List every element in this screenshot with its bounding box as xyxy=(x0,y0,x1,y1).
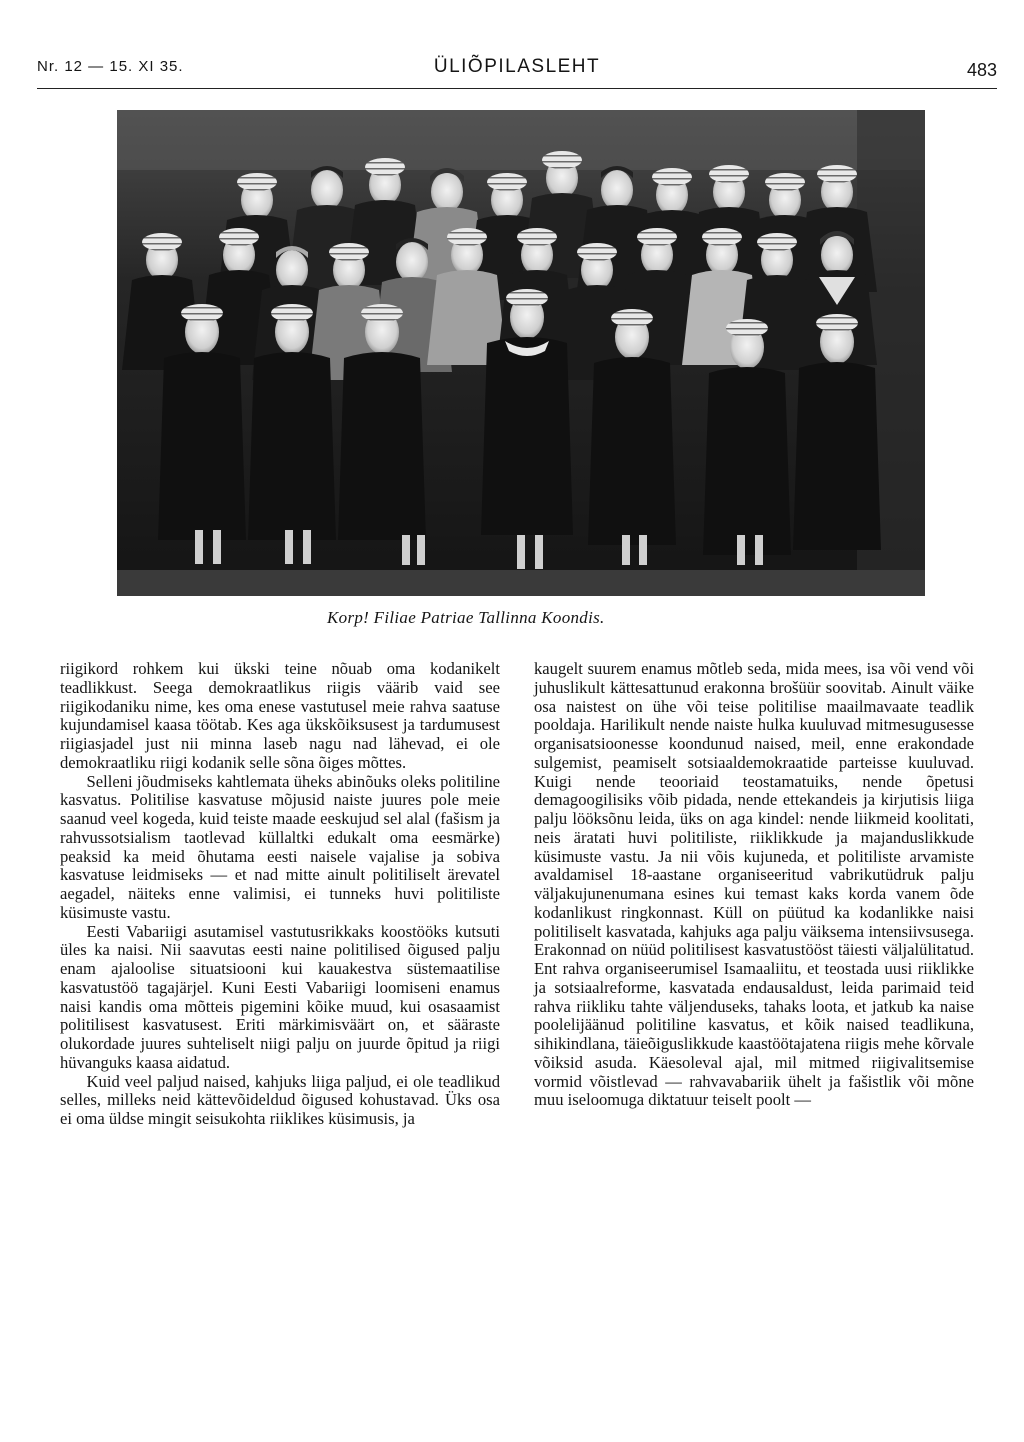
article-left-column xyxy=(60,660,500,1129)
paragraph: Kuid veel paljud naised, kahjuks liiga paljud, ei ole teadlikud selles, milleks neid kättevõideldud õigused kohustavad. Üks osa ei oma üldse mingit seisukohta riiklikes küsimusis, ja xyxy=(60,1071,500,1128)
issue-info: Nr. 12 — 15. XI 35. xyxy=(37,58,184,75)
group-photo xyxy=(117,110,925,596)
running-header xyxy=(37,52,997,92)
header-rule xyxy=(37,88,997,89)
paragraph: kaugelt suurem enamus mõtleb seda, mida mees, isa või vend või juhuslikult kättesattunud erakonna brošüür soovitab. Ainult väike osa naistest on ühe või teise politilise maailmavaate teadlik pooldaja. Harilikult nende naiste hulka kuuluvad mitmesugusesse organisatsioonesse koondunud naised, meil, enne erakondade sulgemist, peamiselt sotsiaaldemokraatide parteisse kuuluvad. Kuigi nende teooriaid teostamatuiks, nende õpetusi demagoogilisiks võib pidada, nende ettekandeis ja kirjutisis liiga palju lööksõnu leida, üks on aga kindel: nende liikmeid koolitati, neis äratati huvi politiliste, riiklikkude ja majanduslikkude küsimuste vastu. Ja nii võis kujuneda, et politiliste arvamiste avaldamisel 18-aastane organiseeritud vabrikutüdruk palju väljakujunenumana esines kui temast kaks korda vanem õde kodanlikust ringkonnast. Küll on püütud ka kodanlikke naisi politiliselt kasvatada, kahjuks aga palju väiksema intensiivsusega. Erakonnad on nüüd politilisest kasvatustööst täiesti väljalülitatud. Ent rahva organiseerumisel Isamaaliitu, et teostada uusi riiklikke ja sotsiaalreforme, kasvatada endausaldust, leida parimaid teid rahva riikliku tahte väljenduseks, tahaks loota, et jatkub ka naise poolelijäänud politiline kasvatus, et kõik naised teadlikuna, sihikindlana, täieõiguslikkude kaastöötajatena riigis mehe kõrvale võiksid asuda. Käesoleval ajal, mil mitmed riigivalitsemise vormid võistlevad — rahvavabariik ühelt ja fašistlik või mõne muu iseloomuga diktatuur teiselt poolt — xyxy=(534,659,974,1110)
paragraph: Selleni jõudmiseks kahtlemata üheks abinõuks oleks politiline kasvatus. Politilise kasvatuse mõjusid naiste juures pole meie saanud veel kogeda, kuid teiste maade eeskujud sel alal (fašism ja rahvussotsialism taotlevad küllaltki edukalt oma eesmärke) peaksid ka meid õhutama eesti naisele vajalise ja sobiva kasvatuse leidmiseks — et nad mitte ainult politiliselt ärevatel aegadel, näiteks enne valimisi, ei tunneks huvi politiliste küsimuste vastu. xyxy=(60,771,500,922)
group-photo-illustration xyxy=(117,110,925,596)
article-right-column xyxy=(534,660,974,1110)
publication-title: ÜLIÕPILASLEHT xyxy=(433,56,601,77)
page-number: 483 xyxy=(966,60,997,80)
paragraph: riigikord rohkem kui ükski teine nõuab oma kodanikelt teadlikkust. Seega demokraatlikus riigis väärib vaid see riigikodaniku nime, kes oma enese vastutusel meie rahva saatuse kujundamisel kaasa töötab. Kes aga ükskõiksusest ja tardumusest riigiasjadel just nii minna laseb nagu nad lähevad, ei ole demokraatliku riigi kodanik selle sõna õiges mõttes. xyxy=(60,659,500,772)
paragraph: Eesti Vabariigi asutamisel vastutusrikkaks koostööks kutsuti üles ka naisi. Nii saavutas eesti naine politilised õigused palju enam ajaloolise situatsiooni kui kauakestva süstemaatilise kasvatustöö tagajärjel. Kuni Eesti Vabariigi loomiseni enamus naisi kandis oma mõtteis pigemini kõike muud, kui osasaamist politilisest kasvatusest. Eriti märkimisväärt on, et sääraste olukordade juures suhteliselt niigi palju on juurde õpitud ja riigi hüvanguks kaasa aidatud. xyxy=(60,921,500,1072)
photo-caption: Korp! Filiae Patriae Tallinna Koondis. xyxy=(327,608,605,627)
